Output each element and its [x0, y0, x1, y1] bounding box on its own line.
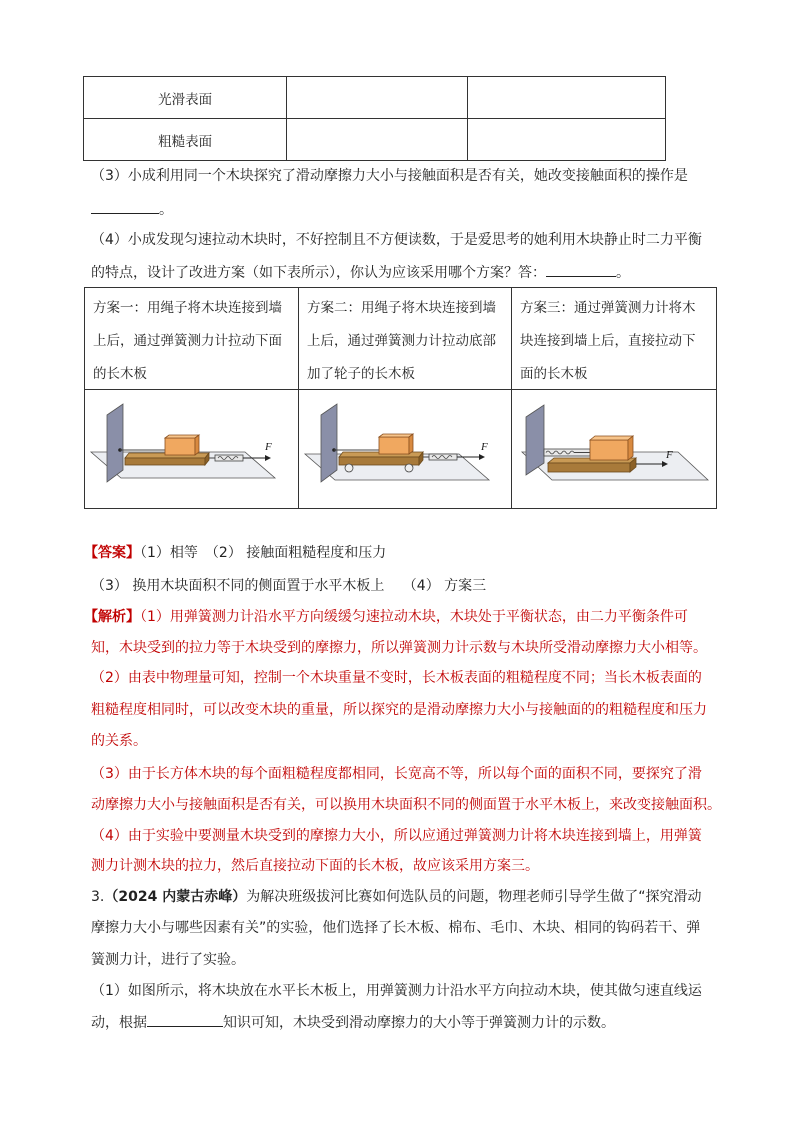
- plan-text: 上后，通过弹簧测力计拉动下面: [93, 333, 282, 349]
- analysis-line: （3）由于长方体木块的每个面粗糙程度都相同，长宽高不等，所以每个面的面积不同，要探究了滑: [91, 766, 702, 782]
- answer-blank[interactable]: [147, 1012, 223, 1027]
- q3-line2: 。: [91, 199, 173, 220]
- long-board: [125, 458, 205, 465]
- table-cell-empty: [467, 77, 665, 119]
- wood-block: [379, 437, 409, 454]
- wheeled-board: [339, 457, 419, 465]
- wall: [321, 404, 337, 482]
- block-top: [379, 434, 413, 437]
- plan-figure-1: [85, 390, 299, 509]
- wall: [526, 405, 544, 475]
- plan2-diagram: [299, 390, 511, 504]
- question-number: 3.: [91, 889, 105, 905]
- answer-text: （1）相等 （2） 接触面粗糙程度和压力: [140, 545, 387, 561]
- plan-text: 上后，通过弹簧测力计拉动底部: [307, 333, 496, 349]
- analysis-line: （4）由于实验中要测量木块受到的摩擦力大小，所以应通过弹簧测力计将木块连接到墙上，用弹簧: [91, 828, 702, 844]
- block-side: [409, 434, 413, 454]
- q3-next-line1: 3.（2024 内蒙古赤峰）为解决班级拔河比赛如何选队员的问题，物理老师引导学生做了“探究滑动: [91, 889, 702, 905]
- plans-figure-row: [85, 390, 717, 509]
- arrow-head: [265, 455, 271, 461]
- q3-next-sub1-line2: 动，根据 知识可知，木块受到滑动摩擦力的大小等于弹簧测力计的示数。: [91, 1012, 615, 1033]
- table-cell-empty: [287, 77, 467, 119]
- plan-figure-3: [512, 390, 717, 509]
- plan-text: 的长木板: [93, 366, 147, 382]
- wheel: [345, 464, 353, 472]
- analysis-line: （2）由表中物理量可知，控制一个木块重量不变时，长木板表面的粗糙程度不同；当长木板表面的: [91, 670, 702, 686]
- wall: [107, 404, 123, 482]
- q3-line1: （3）小成利用同一个木块探究了滑动摩擦力大小与接触面积是否有关，她改变接触面积的操作是: [91, 168, 688, 184]
- force-label: F: [481, 441, 488, 453]
- spring-scale: [429, 454, 457, 460]
- plan-cell-2: [299, 288, 512, 390]
- table-row: [84, 119, 666, 161]
- spring-scale: [215, 455, 243, 461]
- plan-text: 方案三：通过弹簧测力计将木: [520, 300, 696, 316]
- plan-text: 加了轮子的长木板: [307, 366, 415, 382]
- q3-next-sub1-line1: （1）如图所示，将木块放在水平长木板上，用弹簧测力计沿水平方向拉动木块，使其做匀速直线运: [91, 983, 702, 999]
- q3-next-line3: 簧测力计，进行了实验。: [91, 952, 245, 968]
- plan-cell-3: [512, 288, 717, 390]
- block-top: [165, 435, 199, 438]
- plan-text: 面的长木板: [520, 366, 588, 382]
- arrow-head: [479, 454, 485, 460]
- analysis-line: 的关系。: [91, 733, 147, 749]
- answer-line2: （3） 换用木块面积不同的侧面置于水平木板上 （4） 方案三: [91, 578, 487, 594]
- plan3-diagram: [512, 390, 716, 504]
- plan-text: 方案一：用绳子将木块连接到墙: [93, 300, 282, 316]
- table-cell-empty: [467, 119, 665, 161]
- answer-blank[interactable]: [91, 199, 159, 214]
- wood-block: [165, 438, 195, 455]
- analysis-tag: 【解析】: [84, 609, 140, 625]
- wheel: [405, 464, 413, 472]
- analysis-line: 知，木块受到的拉力等于木块受到的摩擦力，所以弹簧测力计示数与木块所受滑动摩擦力大小相等。: [91, 640, 707, 656]
- table-cell: 粗糙表面: [84, 119, 287, 161]
- analysis-line: 粗糙程度相同时，可以改变木块的重量，所以探究的是滑动摩擦力大小与接触面的的粗糙程度和压力: [91, 702, 707, 718]
- force-label: F: [265, 441, 272, 453]
- block-top: [590, 436, 633, 440]
- answer-blank[interactable]: [546, 262, 616, 277]
- block-side: [628, 436, 633, 460]
- question-source: （2024 内蒙古赤峰）: [104, 889, 247, 905]
- analysis-line1: 【解析】（1）用弹簧测力计沿水平方向缓缓匀速拉动木块，木块处于平衡状态，由二力平衡条件可: [84, 609, 688, 625]
- answer-line1: [84, 543, 386, 563]
- table-cell-empty: [287, 119, 467, 161]
- plan1-diagram: [85, 390, 298, 504]
- block-side: [195, 435, 199, 455]
- analysis-line: 动摩擦力大小与接触面积是否有关，可以换用木块面积不同的侧面置于水平木板上，来改变接触面积。: [91, 797, 721, 813]
- plan-figure-2: [299, 390, 512, 509]
- plan-text: 方案二：用绳子将木块连接到墙: [307, 300, 496, 316]
- table-cell: 光滑表面: [84, 77, 287, 119]
- q3-next-line2: 摩擦力大小与哪些因素有关”的实验，他们选择了长木板、棉布、毛巾、木块、相同的钩码若干、弹: [91, 920, 701, 936]
- table-row: [84, 77, 666, 119]
- force-label: F: [666, 449, 673, 461]
- long-board: [548, 463, 630, 472]
- analysis-line: 测力计测木块的拉力，然后直接拉动下面的长木板，故应该采用方案三。: [91, 858, 539, 874]
- plan-cell-1: [85, 288, 299, 390]
- answer-tag: 【答案】: [84, 545, 140, 561]
- q4-line2: 的特点，设计了改进方案（如下表所示），你认为应该采用哪个方案？答： 。: [91, 262, 630, 283]
- plan-text: 块连接到墙上后，直接拉动下: [520, 333, 696, 349]
- plans-text-row: [85, 288, 717, 390]
- plans-table: [84, 287, 717, 509]
- q4-line1: （4）小成发现匀速拉动木块时，不好控制且不方便读数，于是爱思考的她利用木块静止时二力平衡: [91, 232, 702, 248]
- wood-block: [590, 440, 628, 460]
- surface-table: [83, 76, 666, 161]
